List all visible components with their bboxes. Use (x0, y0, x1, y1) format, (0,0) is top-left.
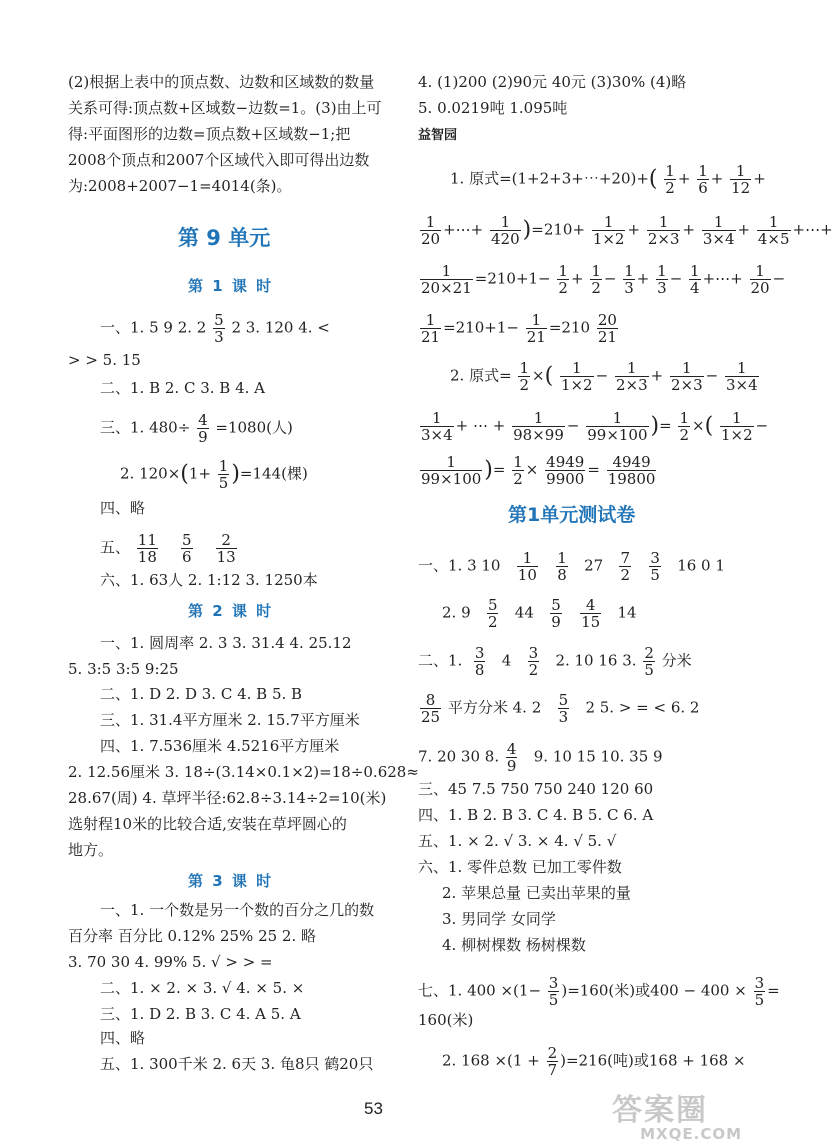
fraction: $\frac{11}{18}$ (137, 531, 157, 566)
t2-line-3: 7. 20 30 8. $\frac{4}{9}$ 9. 10 15 10. 35 9 (418, 740, 663, 775)
yz-line-1: 1. 原式=(1+2+3+⋯+20)+( $\frac{1}{2}$ + $\frac{1}{6}$ + $\frac{1}{12}$ + (450, 162, 766, 197)
fraction: $\frac{2}{7}$ (547, 1044, 558, 1079)
l2-line: 三、1. 31.4平方厘米 2. 15.7平方厘米 (100, 711, 360, 729)
lesson-2-title: 第 2 课 时 (188, 602, 274, 620)
t2-line-2: $\frac{8}{25}$ 平方分米 4. 2 $\frac{5}{3}$ 2 5. > = < 6. 2 (421, 691, 700, 726)
unit-9-title: 第 9 单元 (178, 226, 271, 250)
l3-line: 百分率 百分比 0.12% 25% 25 2. 略 (68, 927, 316, 945)
fraction: $\frac{3}{8}$ (474, 644, 485, 679)
t1-line-2: 2. 9 $\frac{5}{2}$ 44 $\frac{5}{9}$ $\frac{4}{15}$ 14 (442, 596, 637, 631)
fraction: $\frac{3}{5}$ (754, 974, 765, 1009)
fraction: $\frac{3}{5}$ (650, 549, 660, 584)
fraction: $\frac{4}{9}$ (198, 411, 208, 446)
fraction: $\frac{1}{20\times 21}$ (421, 262, 472, 297)
fraction: $\frac{1}{3\times 4}$ (421, 409, 453, 444)
l3-line: 四、略 (100, 1029, 146, 1047)
fraction: $\frac{1}{2}$ (519, 359, 529, 394)
fraction: $\frac{1}{3}$ (624, 262, 634, 297)
yz-line-2: $\frac{1}{20}$ +⋯+ $\frac{1}{420}$ )=210+ $\frac{1}{1\times 2}$ + $\frac{1}{2\times 3}$ + $\frac{1}{3\times 4}$ + $\frac{1}{4\times 5}$ +⋯+ (421, 213, 833, 248)
r-top-2: 5. 0.0219吨 1.095吨 (418, 99, 568, 117)
test-1-title: 第1单元测试卷 (508, 504, 636, 526)
fraction: $\frac{5}{6}$ (181, 531, 192, 566)
l1-q3-2: 2. 120×(1+ $\frac{1}{5}$ )=144(棵) (120, 457, 308, 492)
yizhi-title: 益智园 (418, 128, 458, 143)
fraction: $\frac{1}{3}$ (657, 262, 667, 297)
test-line: 五、1. × 2. √ 3. × 4. √ 5. √ (418, 832, 617, 850)
fraction: $\frac{3}{2}$ (528, 644, 539, 679)
fraction: $\frac{1}{420}$ (491, 213, 520, 248)
intro-line-2: 关系可得:顶点数+区域数−边数=1。(3)由上可 (68, 99, 382, 117)
l1-q1-line: 一、1. 5 9 2. 2 $\frac{5}{3}$ 2 3. 120 4. < (100, 311, 330, 346)
fraction: $\frac{5}{3}$ (558, 691, 569, 726)
intro-line-4: 2008个顶点和2007个区域代入即可得出边数 (68, 151, 370, 169)
l2-line: 一、1. 圆周率 2. 3 3. 31.4 4. 25.12 (100, 634, 352, 652)
l2-line: 2. 12.56厘米 3. 18÷(3.14×0.1×2)=18÷0.628≈ (68, 763, 419, 781)
fraction: $\frac{2}{13}$ (216, 531, 236, 566)
fraction: $\frac{1}{4}$ (690, 262, 700, 297)
fraction: $\frac{1}{8}$ (557, 549, 567, 584)
fraction: $\frac{1}{2\times 3}$ (647, 213, 680, 248)
fraction: $\frac{1}{2\times 3}$ (615, 359, 648, 394)
t7-line-3: 2. 168 ×(1 + $\frac{2}{7}$ )=216(吨)或168 + 168 × (442, 1044, 746, 1079)
fraction: $\frac{1}{12}$ (731, 162, 751, 197)
l1-q3-1: 三、1. 480÷ $\frac{4}{9}$ =1080(人) (100, 411, 293, 446)
t7-line-2: 160(米) (418, 1011, 474, 1029)
fraction: $\frac{1}{3\times 4}$ (725, 359, 758, 394)
l3-line: 3. 70 30 4. 99% 5. √ > > = (68, 953, 273, 971)
fraction: $\frac{1}{2}$ (665, 162, 675, 197)
fraction: $\frac{4949}{19800}$ (607, 453, 656, 488)
fraction: $\frac{5}{9}$ (551, 596, 561, 631)
fraction: $\frac{1}{20}$ (750, 262, 770, 297)
lesson-3-title: 第 3 课 时 (188, 872, 274, 890)
fraction: $\frac{1}{10}$ (517, 549, 537, 584)
test-line: 六、1. 零件总数 已加工零件数 (418, 858, 622, 876)
fraction: $\frac{5}{3}$ (214, 311, 224, 346)
fraction: $\frac{4}{9}$ (506, 740, 517, 775)
fraction: $\frac{1}{1\times 2}$ (560, 359, 593, 394)
fraction: $\frac{1}{3\times 4}$ (702, 213, 735, 248)
l1-q6: 六、1. 63人 2. 1:12 3. 1250本 (100, 571, 318, 589)
l3-line: 二、1. × 2. × 3. √ 4. × 5. × (100, 979, 305, 997)
fraction: $\frac{4949}{9900}$ (546, 453, 585, 488)
yz-line-7: $\frac{1}{99\times 100}$ )= $\frac{1}{2}$ × $\frac{4949}{9900}$ = $\frac{4949}{19800}$ (421, 453, 656, 488)
fraction: $\frac{20}{21}$ (597, 311, 617, 346)
fraction: $\frac{1}{99\times 100}$ (421, 453, 482, 488)
fraction: $\frac{1}{1\times 2}$ (592, 213, 625, 248)
test-line: 三、45 7.5 750 750 240 120 60 (418, 780, 654, 798)
intro-line-3: 得:平面图形的边数=顶点数+区域数−1;把 (68, 125, 351, 143)
l2-line: 5. 3:5 3:5 9:25 (68, 660, 179, 678)
fraction: $\frac{1}{98\times 99}$ (513, 409, 564, 444)
yz-line-3: $\frac{1}{20\times 21}$ =210+1− $\frac{1}{2}$ + $\frac{1}{2}$ − $\frac{1}{3}$ + $\frac{1}{3}$ − $\frac{1}{4}$ +⋯+ $\frac{1}{20}$ − (421, 262, 786, 297)
l3-line: 三、1. D 2. B 3. C 4. A 5. A (100, 1005, 301, 1023)
l2-line: 地方。 (68, 841, 114, 859)
test-line: 2. 苹果总量 已卖出苹果的量 (442, 884, 631, 902)
fraction: $\frac{1}{21}$ (526, 311, 546, 346)
fraction: $\frac{1}{2\times 3}$ (670, 359, 703, 394)
lesson-1-title: 第 1 课 时 (188, 277, 274, 295)
fraction: $\frac{1}{20}$ (421, 213, 441, 248)
l2-line: 四、1. 7.536厘米 4.5216平方厘米 (100, 737, 340, 755)
t2-line-1: 二、1. $\frac{3}{8}$ 4 $\frac{3}{2}$ 2. 10 16 3. $\frac{2}{5}$ 分米 (418, 644, 692, 679)
test-line: 3. 男同学 女同学 (442, 910, 556, 928)
test-line: 4. 柳树棵数 杨树棵数 (442, 936, 586, 954)
l1-q4: 四、略 (100, 499, 146, 517)
fraction: $\frac{1}{2}$ (679, 409, 690, 444)
l2-line: 选射程10米的比较合适,安装在草坪圆心的 (68, 815, 347, 833)
watermark-logo (612, 1085, 742, 1143)
yz-line-5: 2. 原式= $\frac{1}{2}$ ×( $\frac{1}{1\times 2}$ − $\frac{1}{2\times 3}$ + $\frac{1}{2\times 3}$ − $\frac{1}{3\times 4}$ (450, 359, 758, 394)
l1-q5: 五、 $\frac{11}{18}$ $\frac{5}{6}$ $\frac{2}{13}$ (100, 531, 236, 566)
l2-line: 二、1. D 2. D 3. C 4. B 5. B (100, 685, 303, 703)
l2-line: 28.67(周) 4. 草坪半径:62.8÷3.14÷2=10(米) (68, 789, 387, 807)
intro-line-1: (2)根据上表中的顶点数、边数和区域数的数量 (68, 73, 375, 91)
fraction: $\frac{5}{2}$ (487, 596, 498, 631)
t7-line-1: 七、1. 400 ×(1− $\frac{3}{5}$ )=160(米)或400 − 400 × $\frac{3}{5}$ = (418, 974, 780, 1009)
yz-line-4: $\frac{1}{21}$ =210+1− $\frac{1}{21}$ =210 $\frac{20}{21}$ (421, 311, 617, 346)
fraction: $\frac{1}{21}$ (421, 311, 441, 346)
fraction: $\frac{1}{1\times 2}$ (720, 409, 753, 444)
t1-line-1: 一、1. 3 10 $\frac{1}{10}$ $\frac{1}{8}$ 27 $\frac{7}{2}$ $\frac{3}{5}$ 16 0 1 (418, 549, 725, 584)
fraction: $\frac{1}{2}$ (558, 262, 568, 297)
test-line: 四、1. B 2. B 3. C 4. B 5. C 6. A (418, 806, 654, 824)
yz-line-6: $\frac{1}{3\times 4}$ + ⋯ + $\frac{1}{98\times 99}$ − $\frac{1}{99\times 100}$ )= $\frac{1}{2}$ ×( $\frac{1}{1\times 2}$ − (421, 409, 769, 444)
r-top-1: 4. (1)200 (2)90元 40元 (3)30% (4)略 (418, 73, 687, 91)
watermark-url: MXQE.COM (640, 1125, 742, 1143)
l1-q2: 二、1. B 2. C 3. B 4. A (100, 379, 265, 397)
intro-line-5: 为:2008+2007−1=4014(条)。 (68, 177, 292, 195)
fraction: $\frac{8}{25}$ (421, 691, 441, 726)
fraction: $\frac{7}{2}$ (620, 549, 631, 584)
page-number: 53 (364, 1099, 383, 1118)
fraction: $\frac{1}{4\times 5}$ (757, 213, 790, 248)
fraction: $\frac{2}{5}$ (644, 644, 654, 679)
fraction: $\frac{4}{15}$ (581, 596, 601, 631)
fraction: $\frac{1}{2}$ (591, 262, 601, 297)
fraction: $\frac{1}{5}$ (218, 457, 229, 492)
l3-line: 一、1. 一个数是另一个数的百分之几的数 (100, 901, 375, 919)
watermark-text: 答案圈 (612, 1093, 708, 1128)
l1-q1-cont: > > 5. 15 (68, 351, 141, 369)
fraction: $\frac{1}{99\times 100}$ (587, 409, 648, 444)
fraction: $\frac{1}{2}$ (513, 453, 523, 488)
fraction: $\frac{1}{6}$ (698, 162, 708, 197)
fraction: $\frac{3}{5}$ (548, 974, 559, 1009)
l3-line: 五、1. 300千米 2. 6天 3. 龟8只 鹤20只 (100, 1055, 374, 1073)
